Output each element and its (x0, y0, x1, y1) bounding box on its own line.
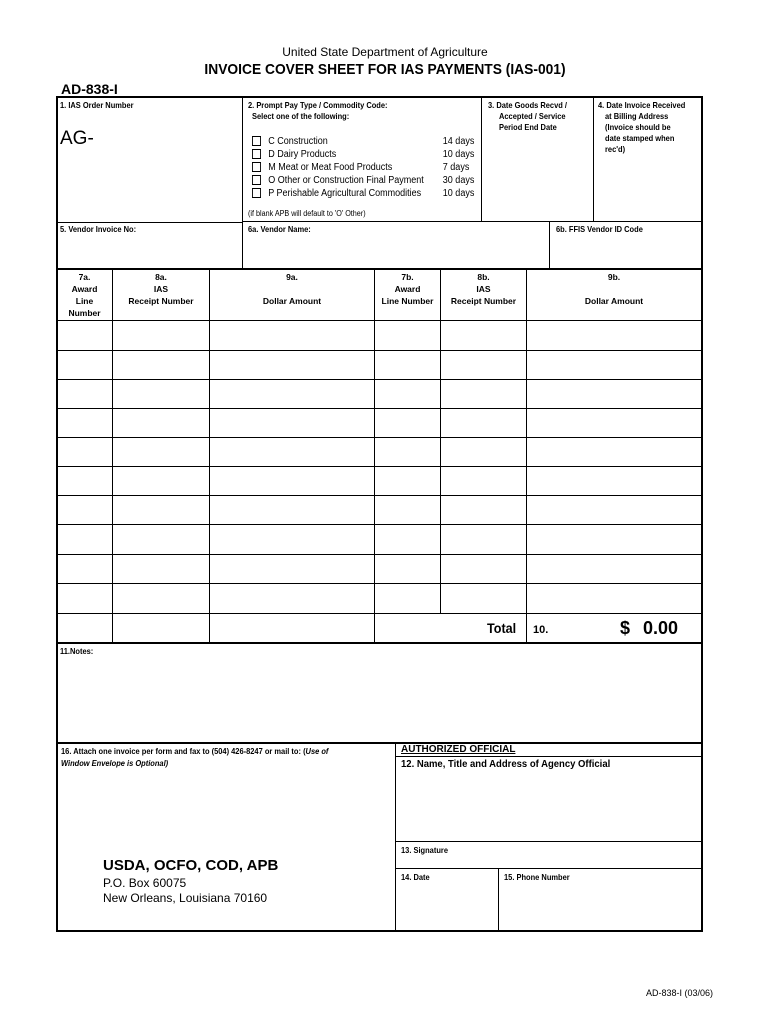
ias-order-number-field[interactable]: AG- (60, 128, 94, 149)
col-7b-line2: Award (394, 284, 421, 294)
checkbox[interactable] (252, 188, 261, 198)
vendor-name-field[interactable] (243, 236, 549, 268)
department-name: United State Department of Agriculture (282, 45, 488, 59)
checkbox[interactable] (252, 136, 261, 146)
col-7b-code: 7b. (401, 272, 414, 282)
mailing-city: New Orleans, Louisiana 70160 (103, 891, 268, 905)
phone-number-field[interactable] (499, 884, 701, 930)
col-7a-line3: Line (75, 296, 94, 306)
col-8b-line3: Receipt Number (450, 296, 517, 306)
vendor-invoice-no-label: 5. Vendor Invoice No: (60, 224, 137, 234)
total-value: 0.00 (643, 618, 679, 638)
total-amount (620, 618, 678, 639)
ffis-vendor-id-label: 6b. FFIS Vendor ID Code (556, 224, 643, 234)
col-ias-receipt-number-b (441, 271, 526, 307)
col-7b-line3: Line Number (381, 296, 434, 306)
checkbox[interactable] (252, 175, 261, 185)
col-7a-line2: Award (71, 284, 98, 294)
signature-field[interactable] (396, 856, 701, 868)
col-8a-line2: IAS (153, 284, 169, 294)
col-7a-code: 7a. (78, 272, 91, 282)
default-note: (if blank APB will default to 'O' Other) (248, 209, 366, 218)
mail-instructions-italic-2: Window Envelope is Optional) (61, 758, 169, 768)
mail-instructions (61, 745, 387, 769)
col-8a-line3: Receipt Number (128, 296, 194, 306)
col-dollar-amount (210, 271, 374, 307)
vendor-name-label: 6a. Vendor Name: (248, 224, 311, 234)
col-dollar-amount-b (527, 271, 701, 307)
form-revision: AD-838-I (03/06) (646, 988, 714, 998)
agency-official-field[interactable] (396, 772, 701, 840)
checkbox[interactable] (252, 162, 261, 172)
date-goods-received-label-3: Period End Date (499, 122, 557, 132)
ffis-vendor-id-field[interactable] (550, 236, 701, 268)
mailing-po-box: P.O. Box 60075 (103, 876, 187, 890)
col-8b-line2: IAS (476, 284, 491, 294)
currency-symbol: $ (620, 618, 631, 638)
mail-instructions-italic-1: Use of (305, 746, 329, 756)
mail-instructions-text: 16. Attach one invoice per form and fax to (504) 426-8247 or mail to: ( (61, 746, 306, 756)
agency-official-label: 12. Name, Title and Address of Agency Official (401, 759, 611, 770)
notes-label: 11.Notes: (60, 646, 94, 656)
ias-order-number-label: 1. IAS Order Number (60, 100, 134, 110)
date-invoice-received-label-4: date stamped when (605, 133, 675, 143)
col-ias-receipt-number (113, 271, 209, 307)
col-9b-code: 9b. (607, 272, 621, 282)
col-award-line-number-b (375, 271, 440, 307)
col-9b-line2: Dollar Amount (584, 296, 644, 306)
notes-field[interactable] (57, 658, 701, 742)
mailing-org: USDA, OCFO, COD, APB (103, 857, 279, 874)
col-8b-code: 8b. (477, 272, 490, 282)
date-invoice-received-label-2: at Billing Address (605, 111, 669, 121)
col-award-line-number (57, 271, 112, 319)
date-invoice-received-label: 4. Date Invoice Received (598, 100, 686, 110)
phone-number-label: 15. Phone Number (504, 872, 570, 882)
form-title: INVOICE COVER SHEET FOR IAS PAYMENTS (IAS-001) (204, 61, 566, 78)
date-goods-received-label-2: Accepted / Service (499, 111, 566, 121)
prompt-pay-select-label: Select one of the following: (252, 111, 350, 121)
col-9a-line2: Dollar Amount (262, 296, 322, 306)
col-8a-code: 8a. (155, 272, 167, 282)
checkbox[interactable] (252, 149, 261, 159)
col-7a-line4: Number (68, 308, 101, 318)
form-id: AD-838-I (61, 81, 118, 97)
vendor-invoice-no-field[interactable] (57, 236, 242, 268)
date-invoice-received-label-5: rec'd) (605, 144, 626, 154)
total-field-number: 10. (533, 624, 549, 636)
col-9a-code: 9a. (286, 272, 298, 282)
date-label: 14. Date (401, 872, 430, 882)
total-label: Total (487, 620, 517, 636)
prompt-pay-type-label: 2. Prompt Pay Type / Commodity Code: (248, 100, 388, 110)
date-field[interactable] (396, 884, 498, 930)
signature-label: 13. Signature (401, 845, 448, 855)
authorized-official-heading: AUTHORIZED OFFICIAL (401, 744, 516, 755)
date-invoice-received-label-3: (Invoice should be (605, 122, 671, 132)
date-goods-received-label: 3. Date Goods Recvd / (488, 100, 567, 110)
